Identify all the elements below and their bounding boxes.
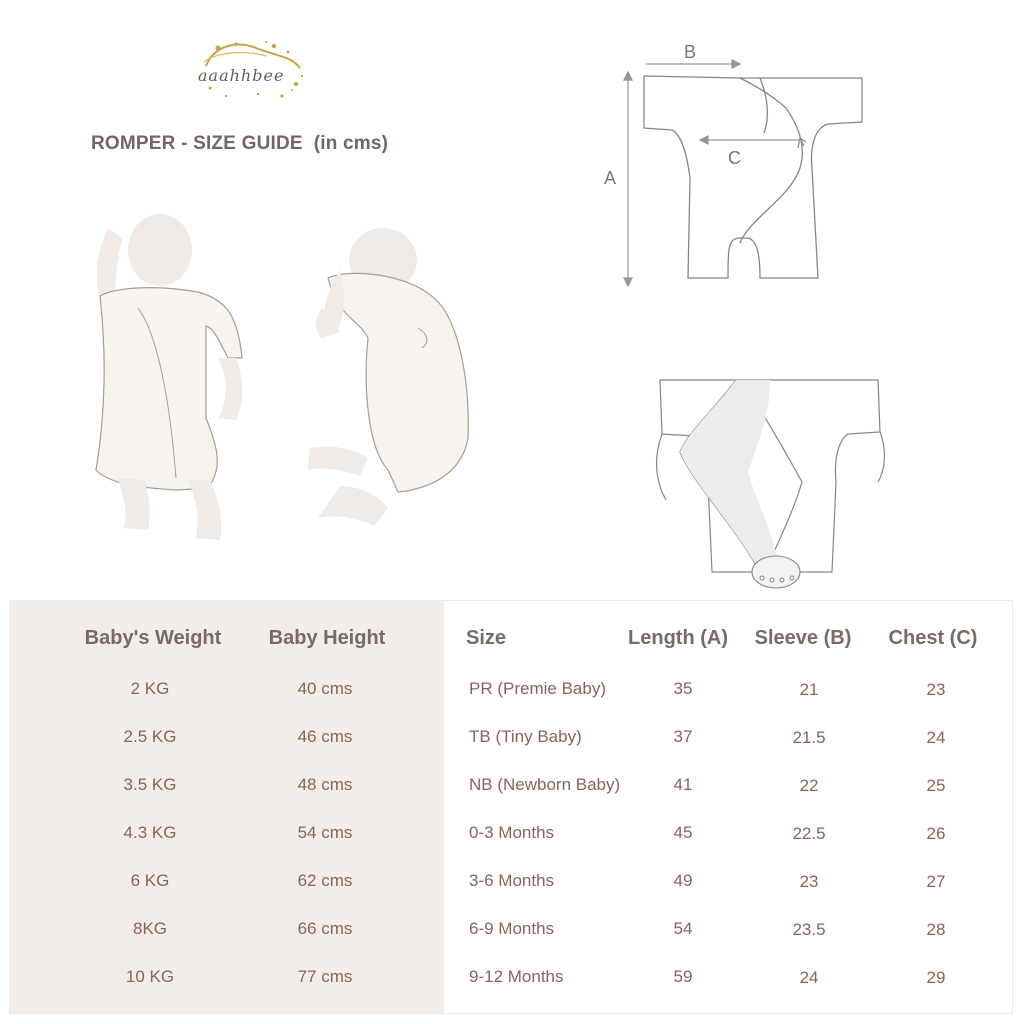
cell-weight: 6 KG [130,871,170,890]
cell-height: 77 cms [297,967,353,986]
label-c: C [728,148,741,168]
header-baby-weight: Baby's Weight [84,627,222,649]
cell-chest: 28 [926,920,946,939]
header-length: Length (A) [628,627,728,649]
romper-outline [644,76,862,278]
cell-sleeve: 23.5 [792,920,826,939]
cell-height: 48 cms [297,775,353,794]
cell-sleeve: 24 [799,968,819,987]
cell-weight: 4.3 KG [123,823,177,842]
cell-weight: 10 KG [125,967,175,986]
cell-length: 35 [673,679,693,698]
cell-size: 6-9 Months [469,919,555,938]
baby-back-illustration [308,228,468,526]
cell-length: 49 [673,871,693,890]
label-b: B [684,42,697,62]
cell-length: 41 [673,775,693,794]
cell-height: 46 cms [297,727,353,746]
cell-sleeve: 21.5 [792,728,826,747]
cell-weight: 8KG [132,919,168,938]
cell-height: 62 cms [297,871,353,890]
title-unit: (in cms) [313,133,389,154]
cell-sleeve: 22 [799,776,819,795]
cell-length: 59 [673,967,693,986]
label-a: A [604,168,617,188]
cell-size: 0-3 Months [469,823,555,842]
cell-chest: 26 [926,824,946,843]
page-title [91,133,388,155]
brand-logo [196,36,308,106]
logo-text: aaahhbee [198,66,285,85]
cell-length: 37 [673,727,693,746]
cell-chest: 29 [926,968,946,987]
cell-sleeve: 23 [799,872,819,891]
cell-chest: 25 [926,776,946,795]
header-chest: Chest (C) [888,627,978,649]
romper-measurement-diagram [600,38,880,290]
cell-size: NB (Newborn Baby) [469,775,621,794]
romper-open-diagram [652,372,888,590]
cell-height: 54 cms [297,823,353,842]
cell-size: 3-6 Months [469,871,555,890]
cell-size: 9-12 Months [469,967,564,986]
header-sleeve: Sleeve (B) [754,627,852,649]
size-table [9,600,1013,1014]
cell-size: TB (Tiny Baby) [469,727,582,746]
table-left-panel [10,601,444,1013]
header-baby-height: Baby Height [268,627,386,649]
cell-sleeve: 22.5 [792,824,826,843]
cell-chest: 27 [926,872,946,891]
cell-chest: 23 [926,680,946,699]
cell-weight: 3.5 KG [123,775,177,794]
cell-length: 45 [673,823,693,842]
cell-size: PR (Premie Baby) [469,679,606,698]
header-size: Size [466,627,507,649]
title-main: ROMPER - SIZE GUIDE [91,133,303,154]
baby-front-illustration [96,214,242,540]
cell-weight: 2 KG [130,679,170,698]
cell-weight: 2.5 KG [123,727,177,746]
cell-sleeve: 21 [799,680,819,699]
cell-height: 66 cms [297,919,353,938]
dimension-arrows [624,60,800,286]
cell-length: 54 [673,919,693,938]
cell-height: 40 cms [297,679,353,698]
cell-chest: 24 [926,728,946,747]
baby-illustrations [78,208,478,548]
